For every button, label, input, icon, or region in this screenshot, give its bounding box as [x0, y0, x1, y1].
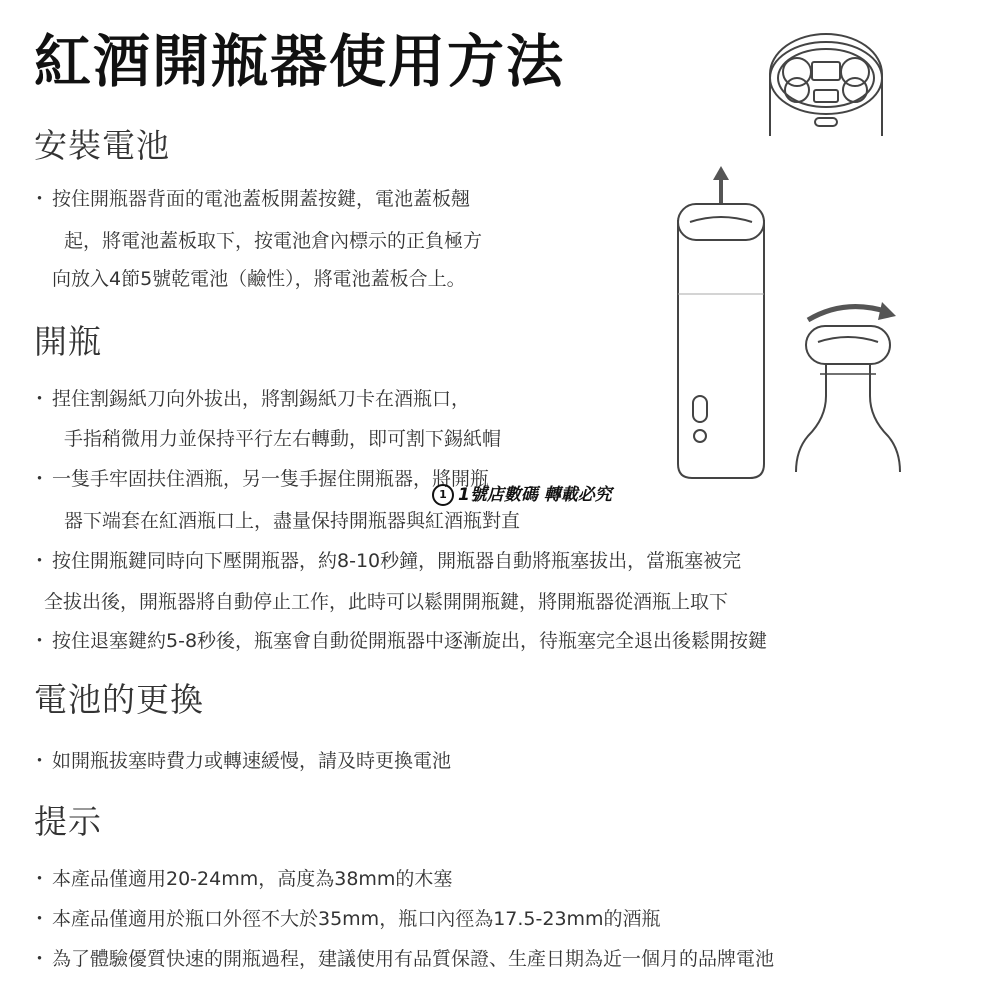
- open-line-2: 手指稍微用力並保持平行左右轉動，即可割下錫紙帽: [64, 428, 502, 450]
- open-line-1: 捏住割錫紙刀向外拔出，將割錫紙刀卡在酒瓶口，: [52, 388, 471, 410]
- arrow-up-icon: [713, 166, 729, 204]
- bullet-marker: ・: [30, 868, 50, 890]
- bullet-marker: ・: [30, 468, 50, 490]
- install-line-2: 起，將電池蓋板取下，按電池倉內標示的正負極方: [64, 230, 483, 252]
- watermark-logo-icon: 1: [432, 484, 454, 506]
- bullet-marker: ・: [30, 388, 50, 410]
- open-line-3: 一隻手牢固扶住酒瓶，另一隻手握住開瓶器，將開瓶: [52, 468, 490, 490]
- open-line-4: 器下端套在紅酒瓶口上，盡量保持開瓶器與紅酒瓶對直: [64, 510, 521, 532]
- heading-open-bottle: 開瓶: [34, 322, 102, 361]
- open-line-5: 按住開瓶鍵同時向下壓開瓶器，約8-10秒鐘，開瓶器自動將瓶塞拔出，當瓶塞被完: [52, 550, 742, 572]
- install-line-3: 向放入4節5號乾電池（鹼性），將電池蓋板合上。: [52, 268, 466, 290]
- replace-line-1: 如開瓶拔塞時費力或轉速緩慢，請及時更換電池: [52, 750, 452, 772]
- bullet-marker: ・: [30, 750, 50, 772]
- heading-tips: 提示: [34, 802, 102, 841]
- foil-cutter-cap-illustration: [806, 326, 890, 364]
- tips-line-1: 本產品僅適用20-24mm，高度為38mm的木塞: [52, 868, 453, 890]
- battery-compartment-illustration: [770, 34, 882, 136]
- heading-battery-replacement: 電池的更換: [34, 680, 204, 719]
- bullet-marker: ・: [30, 630, 50, 652]
- bullet-marker: ・: [30, 908, 50, 930]
- tips-line-2: 本產品僅適用於瓶口外徑不大於35mm，瓶口內徑為17.5-23mm的酒瓶: [52, 908, 661, 930]
- rotate-arrow-icon: [808, 302, 896, 320]
- open-line-7: 按住退塞鍵約5-8秒後，瓶塞會自動從開瓶器中逐漸旋出，待瓶塞完全退出後鬆開按鍵: [52, 630, 768, 652]
- bullet-marker: ・: [30, 948, 50, 970]
- install-line-1: 按住開瓶器背面的電池蓋板開蓋按鍵，電池蓋板翹: [52, 188, 471, 210]
- wine-opener-illustration: [678, 204, 764, 478]
- page-title: 紅酒開瓶器使用方法: [34, 29, 565, 95]
- bullet-marker: ・: [30, 550, 50, 572]
- watermark-text: 1號店數碼 轉載必究: [458, 485, 612, 505]
- bullet-marker: ・: [30, 188, 50, 210]
- open-line-6: 全拔出後，開瓶器將自動停止工作，此時可以鬆開開瓶鍵，將開瓶器從酒瓶上取下: [44, 591, 729, 613]
- heading-install-battery: 安裝電池: [34, 126, 170, 165]
- wine-bottle-illustration: [796, 364, 900, 472]
- tips-line-3: 為了體驗優質快速的開瓶過程，建議使用有品質保證、生產日期為近一個月的品牌電池: [52, 948, 775, 970]
